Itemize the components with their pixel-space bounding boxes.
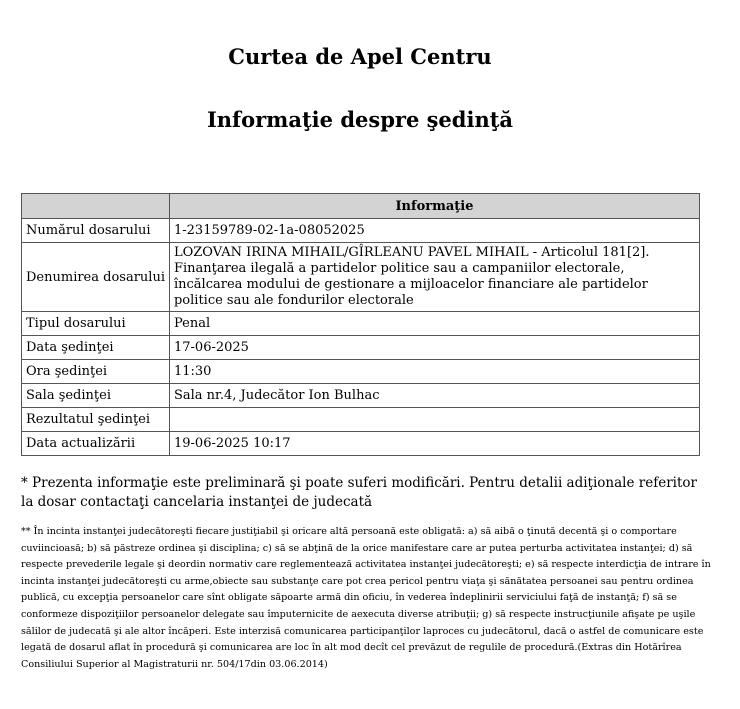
row-value-hearing-result	[169, 408, 699, 432]
row-label-case-type: Tipul dosarului	[22, 312, 170, 336]
table-row	[22, 243, 700, 312]
row-label-case-number: Numărul dosarului	[22, 219, 170, 243]
row-value-case-name: LOZOVAN IRINA MIHAIL/GÎRLEANU PAVEL MIHAIL - Articolul 181[2]. Finanţarea ilegală a partidelor politice sau a campaniilor electorale, încălcarea modului de gestionare a mijloacelor financiare ale partidelor politice sau ale fondurilor electorale	[169, 243, 699, 312]
row-label-hearing-time: Ora şedinţei	[22, 360, 170, 384]
court-title: Curtea de Apel Centru	[228, 44, 492, 69]
table-row	[22, 432, 700, 456]
row-value-case-type: Penal	[169, 312, 699, 336]
hearing-info-table	[21, 193, 700, 456]
table-row	[22, 408, 700, 432]
page-title: Informaţie despre şedinţă	[206, 107, 514, 132]
table-row	[22, 312, 700, 336]
row-value-hearing-time: 11:30	[169, 360, 699, 384]
table-header-label: Informaţie	[169, 194, 699, 219]
court-conduct-disclaimer: ** În incinta instanţei judecătoreşti fiecare justiţiabil şi oricare altă persoană este obligată: a) să aibă o ţinută decentă şi o comportare cuviincioasă; b) să păstreze ordinea şi disciplina; c) să se abţină de la orice manifestare care ar putea perturba activitatea instanţei; d) să respecte prevederile legale şi deordin normativ care reglementează activitatea instanţei judecătoreşti; e) să respecte interdicţia de intrare în incinta instanţei judecătoreşti cu arme,obiecte sau substanţe care pot crea pericol pentru viaţa şi sănătatea persoanei sau pentru ordinea publică, cu excepţia persoanelor care sînt obligate săpoarte armă din oficiu, în vederea îndeplinirii serviciului faţă de instanţă; f) să se conformeze dispoziţiilor persoanelor delegate sau împuternicite de aexecuta diverse atribuţii; g) să respecte instrucţiunile afişate pe uşile sălilor de judecată şi ale altor încăperi. Este interzisă comunicarea participanţilor laproces cu judecătorul, dacă o astfel de comunicare este legată de dosarul aflat în procedură şi comunicarea are loc în alt mod decît cel prevăzut de regulile de procedură.(Extras din Hotărîrea Consiliului Superior al Magistraturii nr. 504/17din 03.06.2014)	[21, 526, 711, 670]
table-row	[22, 219, 700, 243]
row-value-case-number: 1-23159789-02-1a-08052025	[169, 219, 699, 243]
row-value-hearing-room: Sala nr.4, Judecător Ion Bulhac	[169, 384, 699, 408]
preliminary-note: * Prezenta informaţie este preliminară şi poate suferi modificări. Pentru detalii adiţionale referitor la dosar contactaţi cancelaria instanţei de judecată	[21, 475, 697, 510]
row-value-hearing-date: 17-06-2025	[169, 336, 699, 360]
row-label-hearing-date: Data şedinţei	[22, 336, 170, 360]
table-header-row	[22, 194, 700, 219]
table-row	[22, 384, 700, 408]
row-label-hearing-result: Rezultatul şedinţei	[22, 408, 170, 432]
row-label-update-date: Data actualizării	[22, 432, 170, 456]
row-value-update-date: 19-06-2025 10:17	[169, 432, 699, 456]
table-header-empty-cell	[22, 194, 170, 219]
row-label-case-name: Denumirea dosarului	[22, 243, 170, 312]
table-row	[22, 336, 700, 360]
row-label-hearing-room: Sala şedinţei	[22, 384, 170, 408]
table-row	[22, 360, 700, 384]
